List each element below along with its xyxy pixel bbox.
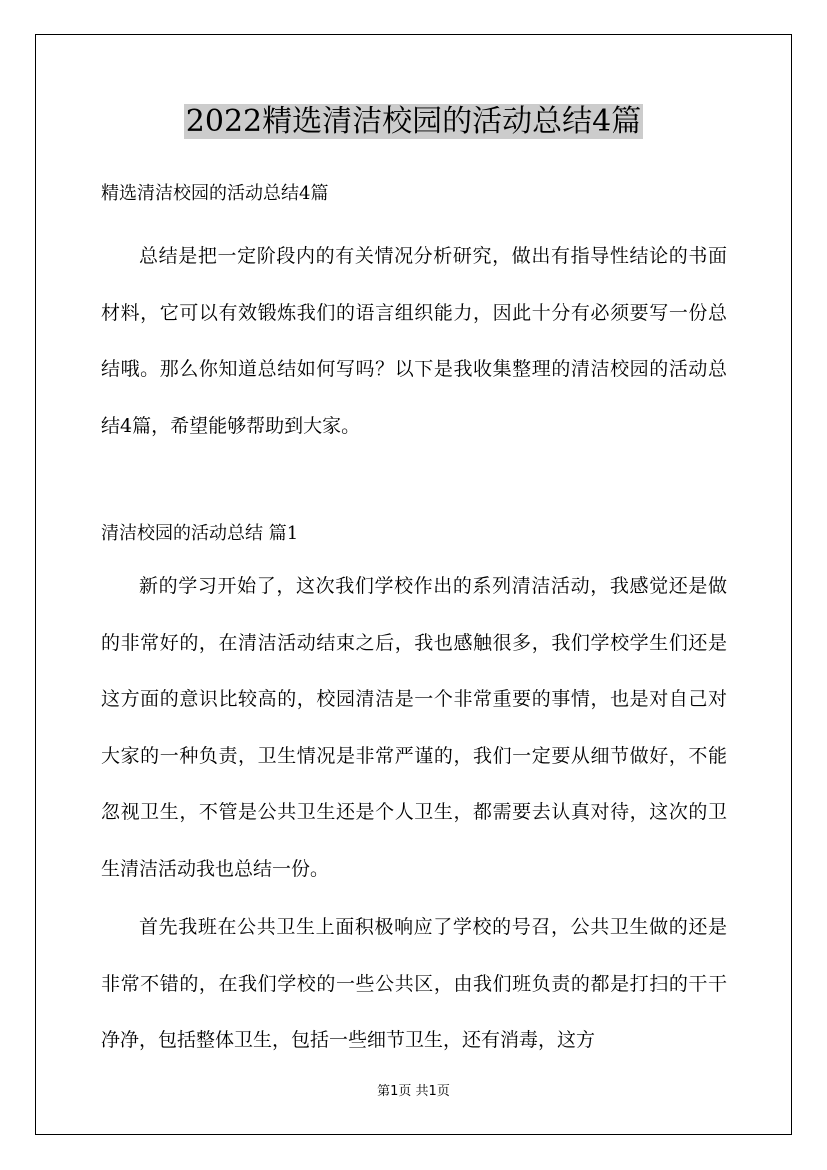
- body-paragraph-1: 新的学习开始了，这次我们学校作出的系列清洁活动，我感觉还是做的非常好的，在清洁活动结束之后，我也感触很多，我们学校学生们还是这方面的意识比较高的，校园清洁是一个非常重要的事情，也是对自己对大家的一种负责，卫生情况是非常严谨的，我们一定要从细节做好，不能忽视卫生，不管是公共卫生还是个人卫生，都需要去认真对待，这次的卫生清洁活动我也总结一份。: [101, 575, 727, 880]
- document-title-text: 2022精选清洁校园的活动总结4篇: [185, 104, 642, 139]
- document-subtitle: 精选清洁校园的活动总结4篇: [101, 183, 329, 204]
- document-title: [0, 100, 827, 144]
- body-paragraph-2: 首先我班在公共卫生上面积极响应了学校的号召，公共卫生做的还是非常不错的，在我们学校的一些公共区，由我们班负责的都是打扫的干干净净，包括整体卫生，包括一些细节卫生，还有消毒，这方: [101, 916, 727, 1051]
- page-footer: [0, 1082, 827, 1102]
- document-body: [101, 174, 727, 1069]
- section-heading: 清洁校园的活动总结 篇1: [101, 523, 299, 544]
- intro-paragraph: 总结是把一定阶段内的有关情况分析研究，做出有指导性结论的书面材料，它可以有效锻炼我们的语言组织能力，因此十分有必须要写一份总结哦。那么你知道总结如何写吗？以下是我收集整理的清洁校园的活动总结4篇，希望能够帮助到大家。: [101, 245, 727, 437]
- page-number-label: 第1页 共1页: [377, 1084, 450, 1099]
